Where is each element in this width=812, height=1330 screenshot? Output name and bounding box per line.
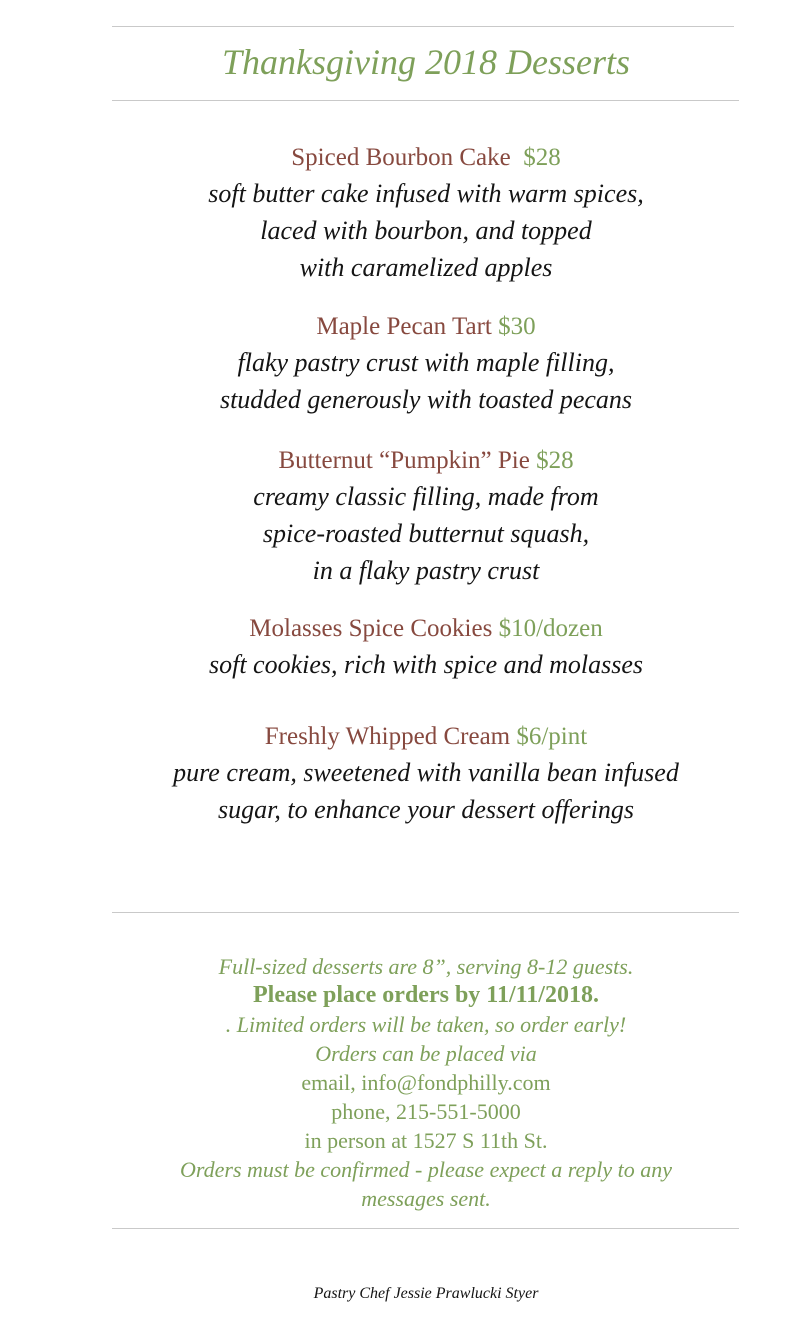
menu-item-description-line: creamy classic filling, made from: [253, 482, 599, 511]
limited-orders-note: . Limited orders will be taken, so order early!: [225, 1012, 627, 1037]
menu-item-description-line: laced with bourbon, and topped: [260, 216, 592, 245]
menu-item-description-line: sugar, to enhance your dessert offerings: [218, 795, 634, 824]
menu-item-description-line: with caramelized apples: [299, 253, 553, 282]
menu-item-description-line: in a flaky pastry crust: [312, 556, 540, 585]
menu-item-molasses-spice-cookies: [0, 612, 812, 683]
menu-item-description-line: studded generously with toasted pecans: [219, 385, 633, 414]
top-divider: [112, 26, 734, 27]
confirmation-note-line: messages sent.: [361, 1186, 491, 1211]
confirmation-note-line: Orders must be confirmed - please expect a reply to any: [179, 1157, 672, 1182]
menu-item-name: Spiced Bourbon Cake: [291, 144, 524, 171]
order-deadline: Please place orders by 11/11/2018.: [253, 982, 599, 1008]
menu-item-heading: [0, 612, 812, 646]
menu-item-description-line: pure cream, sweetened with vanilla bean infused: [173, 758, 679, 787]
info-bottom-divider: [112, 1228, 739, 1229]
menu-item-name: Maple Pecan Tart: [316, 313, 499, 340]
title-divider: [112, 100, 739, 101]
address-contact: in person at 1527 S 11th St.: [304, 1128, 548, 1153]
ordering-info: [0, 952, 812, 1213]
menu-item-description-line: spice-roasted butternut squash,: [262, 519, 590, 548]
menu-item-price: $10/dozen: [498, 615, 603, 642]
email-contact: email, info@fondphilly.com: [301, 1070, 551, 1095]
menu-item-name: Molasses Spice Cookies: [249, 615, 499, 642]
menu-item-butternut-pumpkin-pie: [0, 444, 812, 589]
menu-item-price: $28: [523, 144, 561, 171]
page-title: Thanksgiving 2018 Desserts: [222, 42, 630, 82]
menu-item-spiced-bourbon-cake: [0, 141, 812, 286]
menu-item-freshly-whipped-cream: [0, 720, 812, 828]
pastry-chef-signature: Pastry Chef Jessie Prawlucki Styer: [313, 1285, 539, 1302]
size-note: Full-sized desserts are 8”, serving 8-12 guests.: [218, 954, 634, 979]
menu-item-name: Freshly Whipped Cream: [264, 723, 517, 750]
menu-item-maple-pecan-tart: [0, 310, 812, 418]
menu-item-description-line: soft butter cake infused with warm spices,: [208, 179, 644, 208]
menu-item-price: $30: [498, 313, 536, 340]
menu-item-heading: [0, 720, 812, 754]
menu-item-price: $28: [536, 447, 574, 474]
menu-item-name: Butternut “Pumpkin” Pie: [278, 447, 537, 474]
orders-via-label: Orders can be placed via: [315, 1041, 537, 1066]
menu-item-heading: [0, 141, 812, 175]
menu-item-description-line: soft cookies, rich with spice and molasses: [208, 650, 643, 679]
menu-item-price: $6/pint: [516, 723, 588, 750]
menu-item-heading: [0, 444, 812, 478]
phone-contact: phone, 215-551-5000: [331, 1099, 521, 1124]
menu-item-heading: [0, 310, 812, 344]
menu-item-description-line: flaky pastry crust with maple filling,: [237, 348, 615, 377]
info-top-divider: [112, 912, 739, 913]
